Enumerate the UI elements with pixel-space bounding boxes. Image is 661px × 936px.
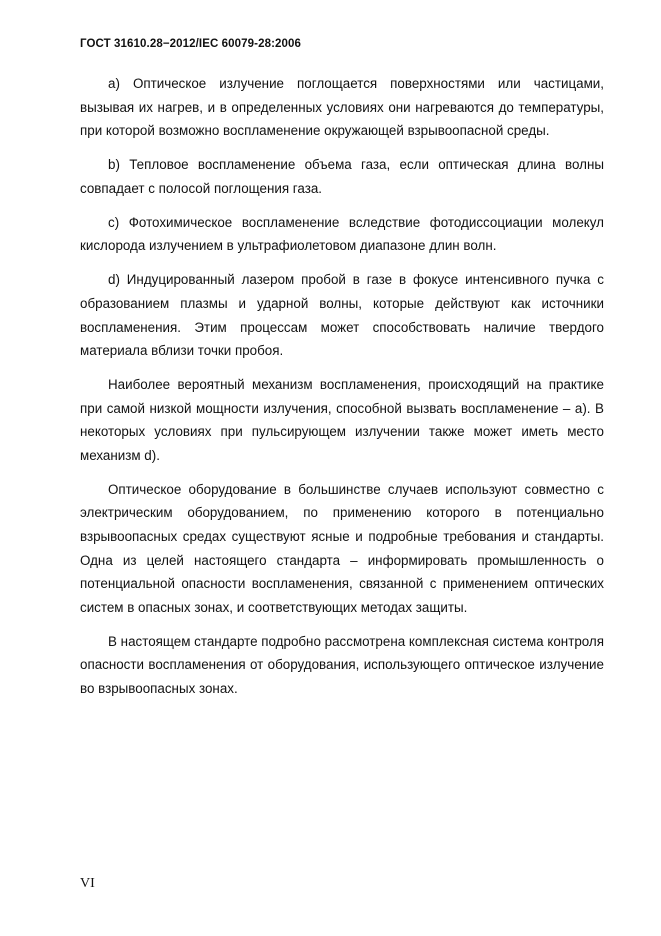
- body-text: [80, 72, 604, 711]
- page-number: VI: [80, 876, 95, 891]
- paragraph-c: c) Фотохимическое воспламенение вследствие фотодиссоциации молекул кислорода излучением в ультрафиолетовом диапазоне длин волн.: [80, 214, 604, 254]
- paragraph-standard-scope: В настоящем стандарте подробно рассмотрена комплексная система контроля опасности воспламенения от оборудования, использующего оптическое излучение во взрывоопасных зонах.: [80, 633, 604, 696]
- paragraph-b: b) Тепловое воспламенение объема газа, если оптическая длина волны совпадает с полосой поглощения газа.: [80, 157, 604, 196]
- paragraph-a: а) Оптическое излучение поглощается поверхностями или частицами, вызывая их нагрев, и в определенных условиях они нагреваются до температуры, при которой возможно воспламенение окружающей взрывоопасной среды.: [80, 76, 604, 139]
- document-header: ГОСТ 31610.28−2012/IEC 60079-28:2006: [80, 38, 301, 50]
- paragraph-equipment: Оптическое оборудование в большинстве случаев используют совместно с электрическим оборудованием, по применению которого в потенциально взрывоопасных средах существуют ясные и подробные требования и стандарты. Одна из целей настоящего стандарта – информировать промышленность о потенциальной опасности воспламенения, связанной с применением оптических систем в опасных зонах, и соответствующих методах защиты.: [80, 481, 604, 615]
- paragraph-mechanism: Наиболее вероятный механизм воспламенения, происходящий на практике при самой низкой мощности излучения, способной вызвать воспламенение – а). В некоторых условиях при пульсирующем излучении также может иметь место механизм d).: [80, 377, 604, 463]
- paragraph-d: d) Индуцированный лазером пробой в газе в фокусе интенсивного пучка с образованием плазмы и ударной волны, которые действуют как источники воспламенения. Этим процессам может способствовать наличие твердого материала вблизи точки пробоя.: [80, 272, 604, 359]
